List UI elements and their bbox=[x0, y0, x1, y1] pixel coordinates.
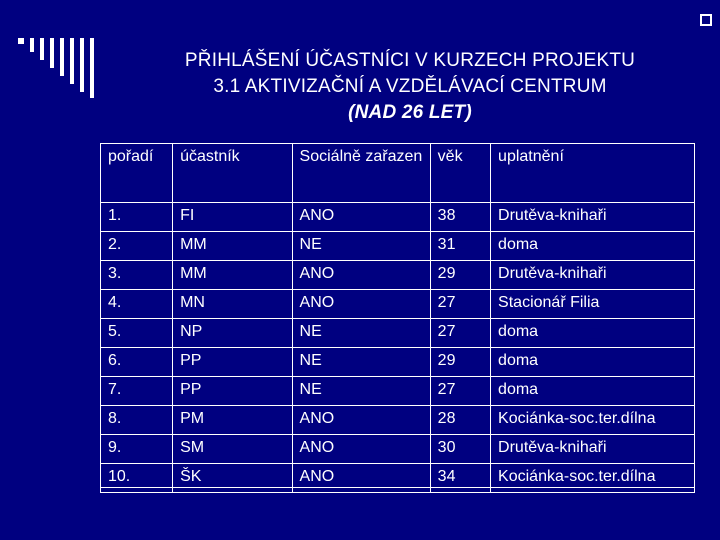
cell-socialne-zarazen: NE bbox=[292, 319, 430, 348]
cell-uplatneni: Kociánka-soc.ter.dílna bbox=[491, 464, 695, 493]
header-socialne-zarazen: Sociálně zařazen bbox=[292, 144, 430, 203]
cell-socialne-zarazen: NE bbox=[292, 348, 430, 377]
deco-bar bbox=[30, 38, 34, 52]
cell-socialne-zarazen: ANO bbox=[292, 406, 430, 435]
table-row bbox=[101, 464, 695, 493]
cell-ucastnik: NP bbox=[173, 319, 292, 348]
cell-uplatneni: Drutěva-knihaři bbox=[491, 261, 695, 290]
deco-bar bbox=[70, 38, 74, 84]
cell-ucastnik: MM bbox=[173, 261, 292, 290]
title-line-2: 3.1 AKTIVIZAČNÍ A VZDĚLÁVACÍ CENTRUM bbox=[213, 76, 607, 97]
cell-vek: 27 bbox=[430, 290, 490, 319]
cell-uplatneni: Drutěva-knihaři bbox=[491, 435, 695, 464]
table-row bbox=[101, 319, 695, 348]
cell-vek: 28 bbox=[430, 406, 490, 435]
deco-bar bbox=[40, 38, 44, 60]
cell-vek: 30 bbox=[430, 435, 490, 464]
table-row bbox=[101, 348, 695, 377]
cell-ucastnik: PP bbox=[173, 377, 292, 406]
cell-vek: 34 bbox=[430, 464, 490, 493]
deco-bar bbox=[90, 38, 94, 98]
deco-bar bbox=[50, 38, 54, 68]
table-row bbox=[101, 261, 695, 290]
table-row bbox=[101, 203, 695, 232]
cell-ucastnik: FI bbox=[173, 203, 292, 232]
cell-vek: 27 bbox=[430, 319, 490, 348]
header-poradi: pořadí bbox=[101, 144, 173, 203]
table-row bbox=[101, 435, 695, 464]
cell-uplatneni: doma bbox=[491, 319, 695, 348]
cell-ucastnik: PP bbox=[173, 348, 292, 377]
cell-ucastnik: SM bbox=[173, 435, 292, 464]
cell-poradi: 3. bbox=[101, 261, 173, 290]
cell-vek: 27 bbox=[430, 377, 490, 406]
deco-square bbox=[700, 14, 712, 26]
cell-uplatneni: doma bbox=[491, 232, 695, 261]
header-uplatneni: uplatnění bbox=[491, 144, 695, 203]
cell-vek: 29 bbox=[430, 261, 490, 290]
title-line-3: (NAD 26 LET) bbox=[348, 102, 472, 123]
cell-ucastnik: PM bbox=[173, 406, 292, 435]
cell-ucastnik: ŠK bbox=[173, 464, 292, 493]
page-title bbox=[100, 48, 720, 126]
cell-socialne-zarazen: ANO bbox=[292, 464, 430, 493]
cell-socialne-zarazen: NE bbox=[292, 377, 430, 406]
table-header-row bbox=[101, 144, 695, 203]
table-row bbox=[101, 377, 695, 406]
cell-poradi: 2. bbox=[101, 232, 173, 261]
cell-uplatneni: Stacionář Filia bbox=[491, 290, 695, 319]
cell-uplatneni: Drutěva-knihaři bbox=[491, 203, 695, 232]
cell-poradi: 7. bbox=[101, 377, 173, 406]
cell-socialne-zarazen: ANO bbox=[292, 203, 430, 232]
deco-bar bbox=[60, 38, 64, 76]
table-row bbox=[101, 406, 695, 435]
cell-uplatneni: Kociánka-soc.ter.dílna bbox=[491, 406, 695, 435]
cell-poradi: 9. bbox=[101, 435, 173, 464]
cell-poradi: 1. bbox=[101, 203, 173, 232]
cell-ucastnik: MM bbox=[173, 232, 292, 261]
cell-poradi: 8. bbox=[101, 406, 173, 435]
cell-socialne-zarazen: ANO bbox=[292, 261, 430, 290]
cell-uplatneni: doma bbox=[491, 377, 695, 406]
cell-vek: 38 bbox=[430, 203, 490, 232]
cell-vek: 29 bbox=[430, 348, 490, 377]
cell-socialne-zarazen: ANO bbox=[292, 290, 430, 319]
cell-ucastnik: MN bbox=[173, 290, 292, 319]
cell-socialne-zarazen: ANO bbox=[292, 435, 430, 464]
deco-bar bbox=[18, 38, 24, 44]
cell-socialne-zarazen: NE bbox=[292, 232, 430, 261]
participants-table bbox=[100, 143, 695, 493]
cell-vek: 31 bbox=[430, 232, 490, 261]
cell-poradi: 5. bbox=[101, 319, 173, 348]
bottom-divider bbox=[100, 487, 695, 488]
table-row bbox=[101, 232, 695, 261]
table-row bbox=[101, 290, 695, 319]
cell-poradi: 10. bbox=[101, 464, 173, 493]
cell-poradi: 4. bbox=[101, 290, 173, 319]
title-line-1: PŘIHLÁŠENÍ ÚČASTNÍCI V KURZECH PROJEKTU bbox=[184, 50, 636, 71]
deco-bar bbox=[80, 38, 84, 92]
cell-uplatneni: doma bbox=[491, 348, 695, 377]
header-vek: věk bbox=[430, 144, 490, 203]
cell-poradi: 6. bbox=[101, 348, 173, 377]
header-ucastnik: účastník bbox=[173, 144, 292, 203]
